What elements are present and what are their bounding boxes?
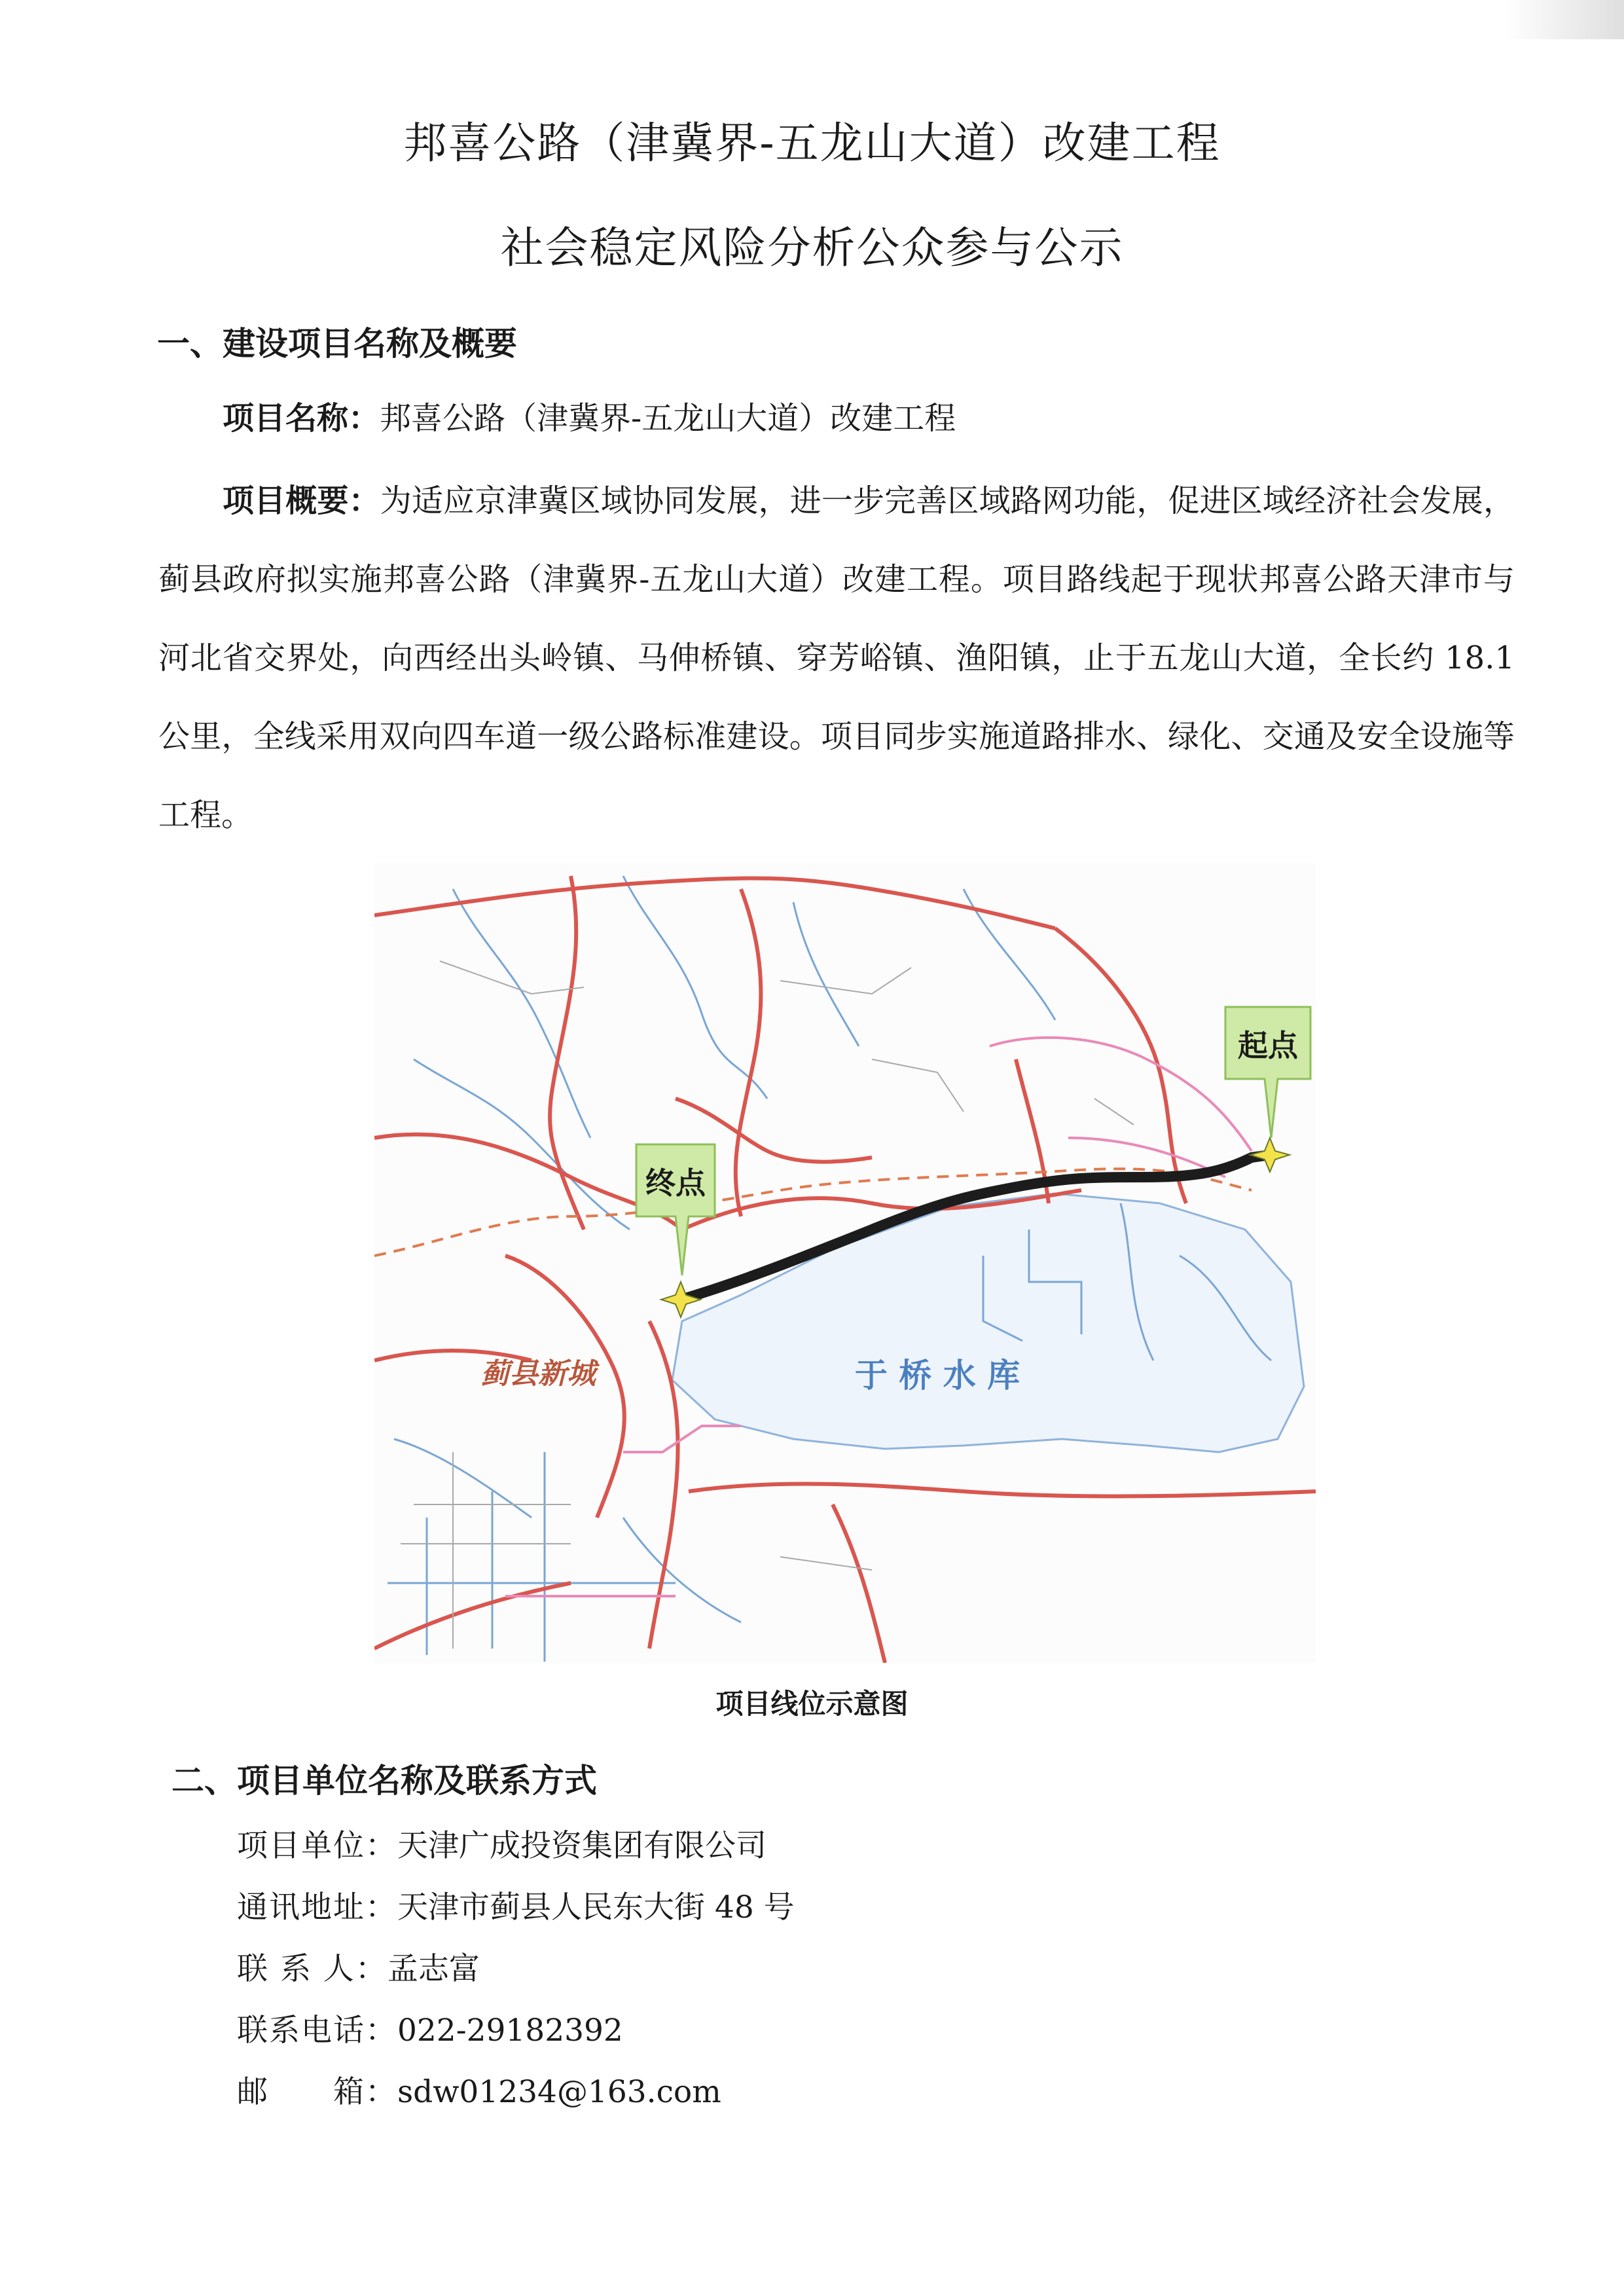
end-point-star-icon bbox=[661, 1282, 700, 1317]
contact-value: 天津市蓟县人民东大街 48 号 bbox=[397, 1889, 795, 1925]
start-point-label: 起点 bbox=[1238, 1028, 1298, 1063]
contact-label: 联 系 人： bbox=[237, 1951, 388, 1987]
document-subtitle: 社会稳定风险分析公众参与公示 bbox=[500, 223, 1124, 273]
overview-label: 项目概要： bbox=[223, 483, 380, 519]
map-caption: 项目线位示意图 bbox=[715, 1688, 909, 1720]
route-map bbox=[374, 863, 1316, 1663]
contact-value: 孟志富 bbox=[387, 1951, 480, 1987]
contact-label: 联系电话： bbox=[237, 2013, 397, 2049]
end-point-label: 终点 bbox=[645, 1165, 706, 1201]
contact-label: 邮 箱： bbox=[237, 2074, 397, 2110]
contact-value: sdw01234@163.com bbox=[397, 2074, 721, 2110]
section-heading-contact: 二、项目单位名称及联系方式 bbox=[171, 1762, 597, 1800]
contact-line-address bbox=[237, 1883, 795, 1927]
start-point-star-icon bbox=[1250, 1138, 1290, 1172]
contact-value: 022-29182392 bbox=[397, 2013, 623, 2049]
start-point-callout bbox=[1225, 1007, 1310, 1138]
section-heading-project: 一、建设项目名称及概要 bbox=[157, 325, 517, 363]
city-label: 蓟县新城 bbox=[480, 1357, 596, 1391]
overview-text: 为适应京津冀区域协同发展，进一步完善区域路网功能，促进区域经济社会发展，蓟县政府拟实施邦喜公路（津冀界-五龙山大道）改建工程。项目路线起于现状邦喜公路天津市与河北省交界处，向西经出头岭镇、马伸桥镇、穿芳峪镇、渔阳镇，止于五龙山大道，全长约 18.1 公里，全线采用双向四车道一级公路标准建设。项目同步实施道路排水、绿化、交通及安全设施等工程。 bbox=[158, 483, 1515, 833]
contact-line-person bbox=[237, 1944, 480, 1988]
project-overview bbox=[158, 462, 1515, 854]
scan-shadow bbox=[1506, 0, 1624, 39]
project-name-label: 项目名称： bbox=[223, 400, 380, 437]
contact-value: 天津广成投资集团有限公司 bbox=[397, 1828, 767, 1864]
project-name-value: 邦喜公路（津冀界-五龙山大道）改建工程 bbox=[380, 400, 956, 437]
end-point-callout bbox=[636, 1144, 715, 1275]
contact-line-email bbox=[237, 2068, 721, 2111]
contact-label: 项目单位： bbox=[237, 1828, 397, 1864]
contact-line-unit bbox=[237, 1821, 767, 1865]
reservoir-label: 于 桥 水 库 bbox=[854, 1356, 1020, 1394]
contact-label: 通讯地址： bbox=[237, 1889, 397, 1925]
document-title: 邦喜公路（津冀界-五龙山大道）改建工程 bbox=[403, 118, 1221, 168]
project-name-line bbox=[223, 393, 956, 438]
contact-line-phone bbox=[237, 2006, 623, 2050]
